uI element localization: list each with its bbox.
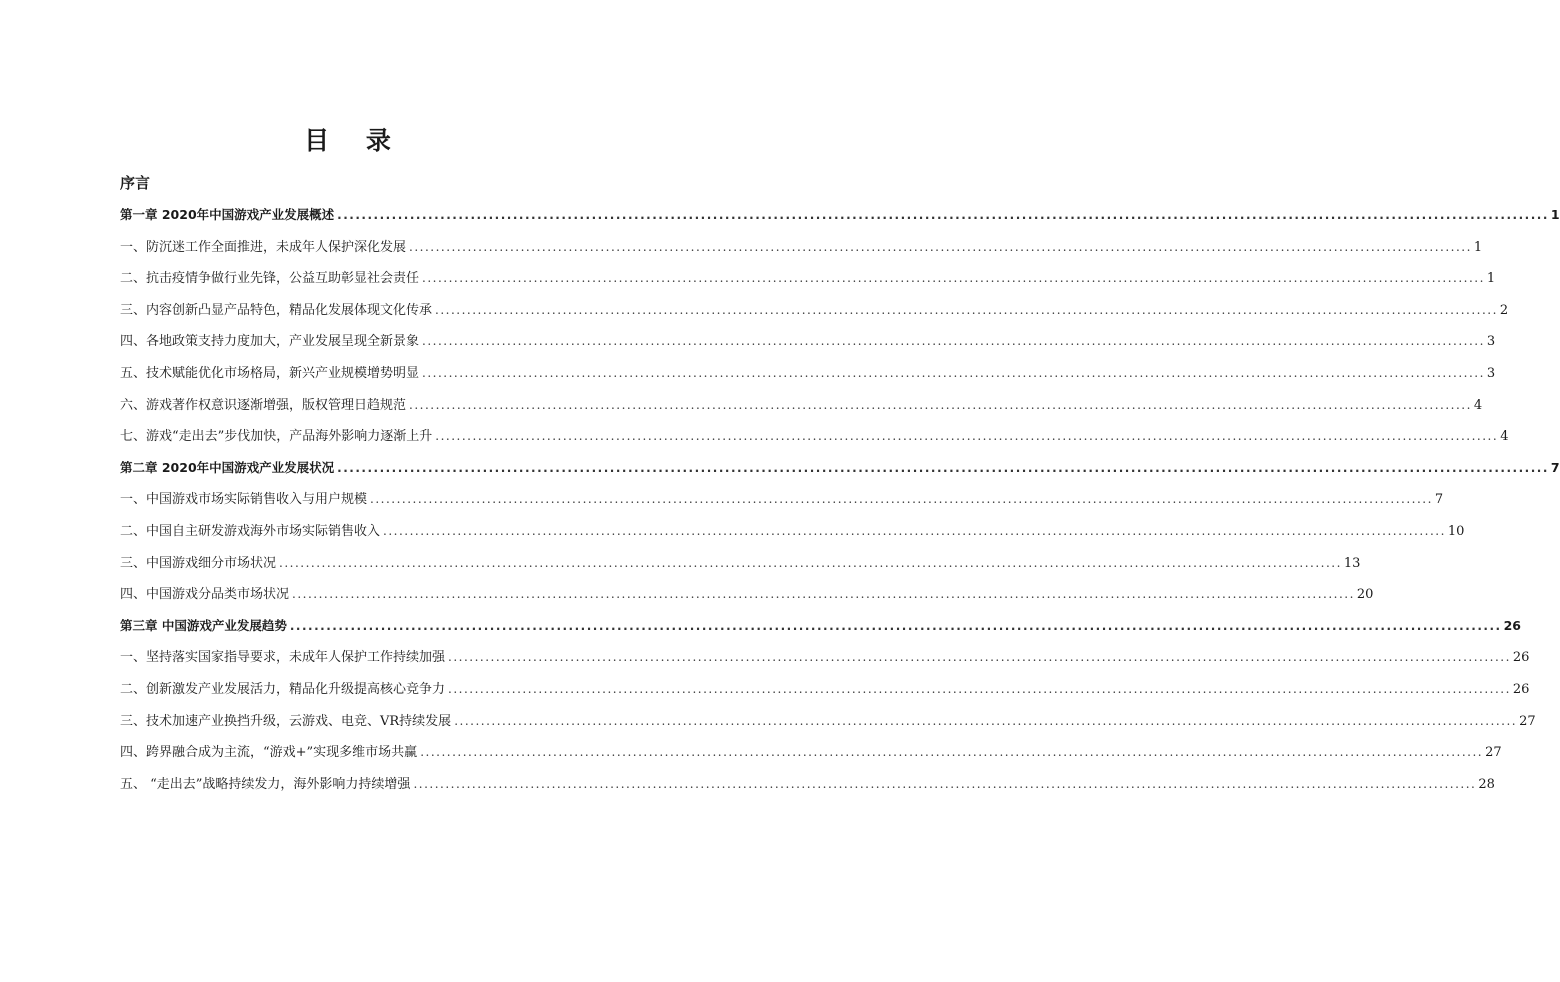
toc-chapter-row[interactable] bbox=[120, 454, 1560, 486]
toc-leader-dots: ........................................................................................................................................................................................................ bbox=[435, 429, 1499, 444]
toc-page-number: 27 bbox=[1485, 745, 1502, 761]
toc-entry-title: 一、中国游戏市场实际销售收入与用户规模 bbox=[120, 492, 368, 508]
toc-page-number: 3 bbox=[1486, 334, 1496, 350]
toc-entry-title: 三、内容创新凸显产品特色，精品化发展体现文化传承 bbox=[120, 302, 433, 318]
toc-section-row[interactable] bbox=[120, 580, 1374, 612]
toc-entry-title: 四、各地政策支持力度加大，产业发展呈现全新景象 bbox=[120, 334, 420, 350]
toc-page-number: 28 bbox=[1478, 776, 1495, 792]
toc-page-number: 2 bbox=[1499, 302, 1509, 318]
toc-entry-title: 三、中国游戏细分市场状况 bbox=[120, 555, 277, 571]
toc-leader-dots: ........................................................................................................................................................................................................ bbox=[454, 713, 1518, 728]
toc-chapter-row[interactable] bbox=[120, 201, 1560, 233]
toc-entry-title: 二、中国自主研发游戏海外市场实际销售收入 bbox=[120, 523, 381, 539]
toc-entry-title: 七、游戏“走出去”步伐加快，产品海外影响力逐渐上升 bbox=[120, 429, 433, 445]
toc-entry-title: 五、技术赋能优化市场格局，新兴产业规模增势明显 bbox=[120, 365, 420, 381]
toc-section-row[interactable] bbox=[120, 327, 1496, 359]
toc-section-row[interactable] bbox=[120, 549, 1361, 581]
toc-leader-dots: ........................................................................................................................................................................................................ bbox=[337, 460, 1549, 475]
toc-page-number: 10 bbox=[1447, 523, 1465, 539]
toc-page-number: 26 bbox=[1512, 650, 1530, 666]
toc-leader-dots: ........................................................................................................................................................................................................ bbox=[337, 208, 1549, 222]
toc-page-number: 1 bbox=[1486, 271, 1496, 287]
toc-page-number: 4 bbox=[1473, 397, 1483, 413]
toc-leader-dots: ........................................................................................................................................................................................................ bbox=[370, 492, 1433, 507]
toc-entry-title: 第二章 2020年中国游戏产业发展状况 bbox=[120, 459, 335, 475]
toc-section-row[interactable] bbox=[120, 264, 1496, 296]
toc-section-row[interactable] bbox=[120, 485, 1444, 517]
toc-section-row[interactable] bbox=[120, 707, 1536, 739]
toc-page-number: 1 bbox=[1473, 239, 1483, 255]
toc-page-number: 1 bbox=[1550, 207, 1560, 222]
toc-leader-dots: ........................................................................................................................................................................................................ bbox=[435, 302, 1498, 317]
toc-entry-title: 五、 “走出去”战略持续发力，海外影响力持续增强 bbox=[120, 776, 411, 792]
toc-page-number: 27 bbox=[1519, 713, 1536, 729]
toc-page-number: 26 bbox=[1503, 617, 1521, 633]
toc-section-row[interactable] bbox=[120, 738, 1502, 770]
toc-section-row[interactable] bbox=[120, 643, 1530, 675]
toc-entry-title: 六、游戏著作权意识逐渐增强，版权管理日趋规范 bbox=[120, 397, 407, 413]
toc-section-row[interactable] bbox=[120, 675, 1530, 707]
toc-entry-title: 第一章 2020年中国游戏产业发展概述 bbox=[120, 207, 335, 222]
toc-section-row[interactable] bbox=[120, 770, 1495, 802]
toc-page-number: 26 bbox=[1512, 681, 1530, 697]
toc-page-number: 7 bbox=[1550, 459, 1560, 475]
toc-leader-dots: ........................................................................................................................................................................................................ bbox=[413, 776, 1477, 791]
toc-leader-dots: ........................................................................................................................................................................................................ bbox=[448, 681, 1511, 696]
toc-entry-title: 四、中国游戏分品类市场状况 bbox=[120, 587, 290, 603]
toc-leader-dots: ........................................................................................................................................................................................................ bbox=[279, 555, 1342, 570]
toc-section-row[interactable] bbox=[120, 391, 1483, 423]
toc-entry-title: 第三章 中国游戏产业发展趋势 bbox=[120, 617, 287, 633]
toc-entry-title: 三、技术加速产业换挡升级，云游戏、电竞、VR持续发展 bbox=[120, 713, 452, 729]
toc-leader-dots: ........................................................................................................................................................................................................ bbox=[409, 397, 1472, 412]
toc-leader-dots: ........................................................................................................................................................................................................ bbox=[292, 587, 1355, 602]
toc-entry-title: 四、跨界融合成为主流，“游戏+”实现多维市场共赢 bbox=[120, 745, 418, 761]
toc-leader-dots: ........................................................................................................................................................................................................ bbox=[422, 271, 1485, 286]
toc-chapter-row[interactable] bbox=[120, 612, 1521, 644]
toc-section-row[interactable] bbox=[120, 517, 1465, 549]
toc-section-row[interactable] bbox=[120, 233, 1483, 265]
toc-page-number: 7 bbox=[1434, 492, 1444, 508]
toc-section-row[interactable] bbox=[120, 359, 1496, 391]
toc-page-number: 13 bbox=[1343, 555, 1361, 571]
toc-page-number: 20 bbox=[1356, 587, 1374, 603]
toc-entry-title: 二、创新激发产业发展活力，精品化升级提高核心竞争力 bbox=[120, 681, 446, 697]
toc-entry-title: 一、防沉迷工作全面推进，未成年人保护深化发展 bbox=[120, 239, 407, 255]
toc-leader-dots: ........................................................................................................................................................................................................ bbox=[420, 745, 1484, 760]
toc-entry-title: 二、抗击疫情争做行业先锋，公益互助彰显社会责任 bbox=[120, 271, 420, 287]
toc-leader-dots: ........................................................................................................................................................................................................ bbox=[422, 365, 1485, 380]
toc-page-number: 4 bbox=[1500, 429, 1509, 445]
table-of-contents bbox=[120, 201, 1560, 801]
toc-leader-dots: ........................................................................................................................................................................................................ bbox=[409, 239, 1472, 254]
toc-leader-dots: ........................................................................................................................................................................................................ bbox=[422, 334, 1485, 349]
toc-section-row[interactable] bbox=[120, 422, 1509, 454]
toc-leader-dots: ........................................................................................................................................................................................................ bbox=[448, 650, 1511, 665]
toc-leader-dots: ........................................................................................................................................................................................................ bbox=[383, 523, 1446, 538]
toc-leader-dots: ........................................................................................................................................................................................................ bbox=[289, 618, 1502, 633]
toc-page-number: 3 bbox=[1486, 365, 1496, 381]
toc-section-row[interactable] bbox=[120, 296, 1509, 328]
page-title: 目 录 bbox=[304, 126, 405, 155]
preface-heading: 序言 bbox=[120, 174, 151, 192]
toc-entry-title: 一、坚持落实国家指导要求，未成年人保护工作持续加强 bbox=[120, 650, 446, 666]
